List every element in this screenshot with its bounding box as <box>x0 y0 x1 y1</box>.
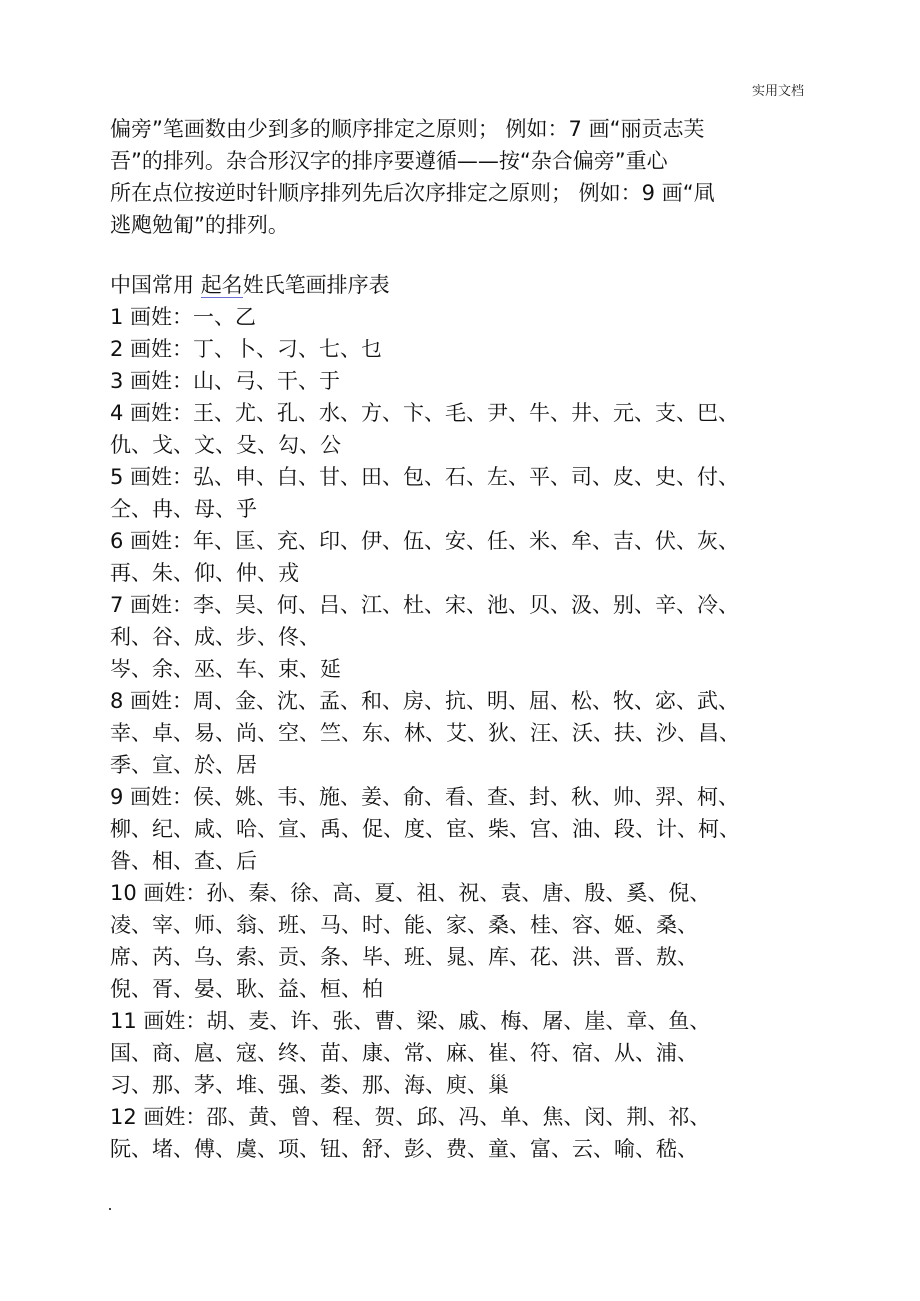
surname-line: 昝、相、查、后 <box>110 849 257 873</box>
surname-group <box>110 1005 810 1101</box>
surname-line: 10 画姓：孙、秦、徐、高、夏、祖、祝、袁、唐、殷、奚、倪、 <box>110 881 711 905</box>
surname-line: 柳、纪、咸、哈、宣、禹、促、度、宦、柴、宫、油、段、计、柯、 <box>110 817 740 841</box>
title-suffix: 姓氏笔画排序表 <box>242 273 390 297</box>
page-header-label: 实用文档 <box>751 84 804 99</box>
surname-group <box>110 781 810 877</box>
surname-line: 国、商、扈、寇、终、苗、康、常、麻、崔、符、宿、从、浦、 <box>110 1041 698 1065</box>
surname-line: 习、那、茅、堆、强、娄、那、海、庾、巢 <box>110 1073 509 1097</box>
surname-line: 岑、余、巫、车、束、延 <box>110 657 341 681</box>
title-prefix: 中国常用 <box>110 273 201 297</box>
title-link[interactable]: 起名 <box>200 273 243 297</box>
intro-paragraph <box>110 113 810 241</box>
surname-line: 3 画姓：山、弓、干、于 <box>110 369 341 393</box>
surname-line: 6 画姓：年、匡、充、印、伊、伍、安、任、米、牟、吉、伏、灰、 <box>110 529 740 553</box>
surname-line: 9 画姓：侯、姚、韦、施、姜、俞、看、查、封、秋、帅、羿、柯、 <box>110 785 740 809</box>
surname-line: 幸、卓、易、尚、空、竺、东、林、艾、狄、汪、沃、扶、沙、昌、 <box>110 721 740 745</box>
surname-line: 5 画姓：弘、申、白、甘、田、包、石、左、平、司、皮、史、付、 <box>110 465 740 489</box>
page-mark <box>109 1208 111 1210</box>
surname-line: 再、朱、仰、仲、戎 <box>110 561 299 585</box>
surname-group <box>110 589 810 685</box>
surname-line: 利、谷、成、步、佟、 <box>110 625 320 649</box>
surname-line: 8 画姓：周、金、沈、孟、和、房、抗、明、屈、松、牧、宓、武、 <box>110 689 740 713</box>
surname-line: 1 画姓：一、乙 <box>110 305 257 329</box>
surname-line: 7 画姓：李、吴、何、吕、江、杜、宋、池、贝、汲、别、辛、冷、 <box>110 593 740 617</box>
surname-line: 11 画姓：胡、麦、许、张、曹、梁、戚、梅、屠、崖、章、鱼、 <box>110 1009 711 1033</box>
surname-line: 12 画姓：邵、黄、曾、程、贺、邱、冯、单、焦、闵、荆、祁、 <box>110 1105 711 1129</box>
intro-line: 吾”的排列。杂合形汉字的排序要遵循——按“杂合偏旁”重心 <box>110 149 668 173</box>
section-title <box>110 269 810 301</box>
surname-line: 4 画姓：王、尤、孔、水、方、卞、毛、尹、牛、井、元、支、巴、 <box>110 401 740 425</box>
surname-line: 阮、堵、傅、虞、项、钮、舒、彭、费、童、富、云、喻、嵇、 <box>110 1137 698 1161</box>
surname-group <box>110 877 810 1005</box>
surname-line: 2 画姓：丁、卜、刁、七、乜 <box>110 337 383 361</box>
surname-group <box>110 397 810 461</box>
surname-group <box>110 301 810 333</box>
surname-group <box>110 685 810 781</box>
surname-line: 倪、胥、晏、耿、益、桓、柏 <box>110 977 383 1001</box>
intro-line: 所在点位按逆时针顺序排列先后次序排定之原则； 例如：9 画“凬 <box>110 181 715 205</box>
surname-list <box>110 301 810 1165</box>
intro-line: 逃飑勉匍”的排列。 <box>110 213 289 237</box>
document-body <box>110 113 810 1165</box>
surname-line: 席、芮、乌、索、贡、条、毕、班、晁、库、花、洪、晋、敖、 <box>110 945 698 969</box>
intro-line: 偏旁”笔画数由少到多的顺序排定之原则； 例如：7 画“丽贡志芙 <box>110 117 705 141</box>
surname-group <box>110 525 810 589</box>
surname-line: 凌、宰、师、翁、班、马、时、能、家、桑、桂、容、姬、桑、 <box>110 913 698 937</box>
surname-group <box>110 461 810 525</box>
surname-line: 季、宣、於、居 <box>110 753 257 777</box>
surname-line: 仇、戈、文、殳、勾、公 <box>110 433 341 457</box>
surname-line: 仝、冉、母、乎 <box>110 497 257 521</box>
surname-group <box>110 1101 810 1165</box>
surname-group <box>110 333 810 365</box>
surname-group <box>110 365 810 397</box>
